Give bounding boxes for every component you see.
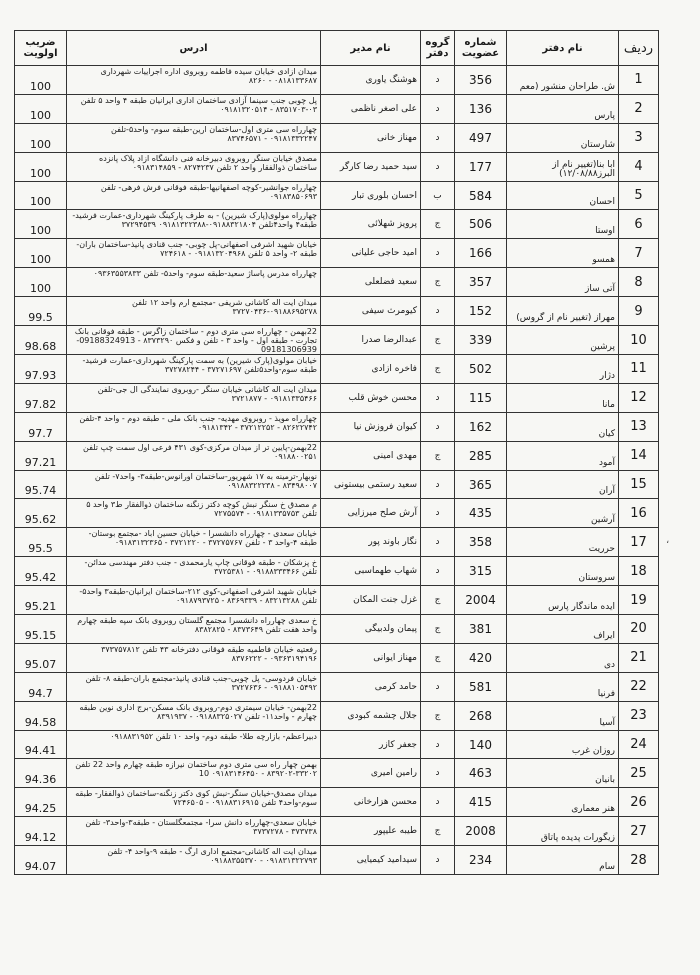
table-row [15,412,659,441]
office-name-cell: ایراف [507,615,619,644]
header-office-group: گروه دفتر [421,31,455,66]
office-name-cell: بانیان [507,759,619,788]
membership-number-cell: 357 [455,268,507,297]
priority-cell: 100 [15,94,67,123]
priority-cell: 100 [15,210,67,239]
office-name-cell: پرشین [507,326,619,355]
table-row [15,701,659,730]
priority-cell: 95.42 [15,557,67,586]
membership-number-cell: 2004 [455,586,507,615]
address-cell: خیابان سعدی - چهارراه دانشسرا - خیابان حسین اباد -مجتمع بوستان- طبقه ۴-واحد ۳ - تلفن ۳۷۲۷۵۷۶۷ - ۳۷۲۱۲۲۰ - ۰۹۱۸۳۱۳۲۳۶۵ [67,528,321,557]
address-cell: میدان ایت اله کاشانی خیابان سنگر -روبروی نمایندگی ال جی-تلفن ۰۹۱۸۱۳۳۵۴۶۶ - ۳۷۲۱۸۷۷ [67,383,321,412]
office-group-cell: د [421,152,455,181]
office-group-cell: د [421,470,455,499]
office-name-cell: آسیا [507,701,619,730]
manager-name-cell: مهدی امینی [321,441,421,470]
manager-name-cell: مهناز خانی [321,123,421,152]
priority-cell: 100 [15,123,67,152]
row-number-cell: 23 [619,701,659,730]
office-group-cell: ج [421,615,455,644]
manager-name-cell: سعید فضلعلی [321,268,421,297]
row-number-cell: 11 [619,355,659,384]
manager-name-cell: امید حاجی علیانی [321,239,421,268]
header-priority: ضریب اولویت [15,31,67,66]
office-group-cell: د [421,528,455,557]
address-cell: چهارراه مدرس پاساژ سعید-طبقه سوم- واحد۵- تلفن ۰۹۳۶۳۵۵۳۸۳۳ [67,268,321,297]
membership-number-cell: 584 [455,181,507,210]
office-group-cell: د [421,788,455,817]
priority-cell: 97.21 [15,441,67,470]
header-office-name: نام دفتر [507,31,619,66]
address-cell: م مصدق خ سنگر نبش کوچه دکتر زنگنه ساختمان ذوالفقار ط۳ واحد ۵ تلفن ۰۹۱۸۱۳۳۵۷۵۳ - ۷۲۷۵۵۷۴ [67,499,321,528]
manager-name-cell: شهاب طهماسبی [321,557,421,586]
table-row [15,557,659,586]
priority-cell: 95.74 [15,470,67,499]
membership-number-cell: 497 [455,123,507,152]
address-cell: دبیراعظم- بازارچه طلا- طبقه دوم- واحد ۱۰ تلفن ۰۹۱۸۸۳۱۹۵۲ [67,730,321,759]
priority-cell: 97.7 [15,412,67,441]
address-cell: میدان ایت اله کاشانی شریفی -مجتمع ارم واحد ۱۲ تلفن ۰۹۱۸۸۶۹۵۲۷۸-۳۷۲۷۰۴۳۶ [67,297,321,326]
office-group-cell: د [421,499,455,528]
table-row [15,788,659,817]
row-number-cell: 19 [619,586,659,615]
membership-number-cell: 285 [455,441,507,470]
office-name-cell: روزان غرب [507,730,619,759]
row-number-cell: 16 [619,499,659,528]
office-name-cell: کیان [507,412,619,441]
membership-number-cell: 365 [455,470,507,499]
manager-name-cell: عبدالرضا صدرا [321,326,421,355]
office-group-cell: د [421,123,455,152]
table-row [15,152,659,181]
manager-name-cell: فاخره ازادی [321,355,421,384]
row-number-cell: 6 [619,210,659,239]
header-membership-number: شماره عضویت [455,31,507,66]
address-cell: 22بهمن- خیابان سیمتری دوم-روبروی بانک مسکن-برج اداری نوین طبقه چهارم - واحد۱۱- تلفن ۰۹۱۸۸۳۲۵۰۲۷ - ۸۳۹۱۹۳۷ [67,701,321,730]
row-number-cell: 4 [619,152,659,181]
table-row [15,123,659,152]
office-group-cell: د [421,672,455,701]
membership-number-cell: 356 [455,66,507,95]
row-number-cell: 18 [619,557,659,586]
row-number-cell: 13 [619,412,659,441]
manager-name-cell: مهناز ایوانی [321,643,421,672]
priority-cell: 97.93 [15,355,67,384]
office-group-cell: د [421,759,455,788]
office-group-cell: ج [421,326,455,355]
row-number-cell: 5 [619,181,659,210]
priority-cell: 95.07 [15,643,67,672]
priority-cell: 94.41 [15,730,67,759]
manager-name-cell: محسن هزارخانی [321,788,421,817]
address-cell: نوبهار-ترمینه به ۱۷ شهریور-ساختمان اورانوس-طبقه۳- واحد۷- تلفن ۸۳۴۹۸۰۰۷ - ۰۹۱۸۸۳۲۲۲۳۸ [67,470,321,499]
membership-number-cell: 315 [455,557,507,586]
membership-number-cell: 435 [455,499,507,528]
office-group-cell: د [421,239,455,268]
table-row [15,499,659,528]
priority-cell: 97.82 [15,383,67,412]
membership-number-cell: 166 [455,239,507,268]
manager-name-cell: کیومرث سیفی [321,297,421,326]
priority-cell: 100 [15,268,67,297]
address-cell: خیابان شهید اشرفی اصفهانی-پل چوبی- جنب قنادی پانیذ-ساختمان باران- طبقه ۲- واحد ۵ تلفن ۰۹۱۸۱۳۲۰۴۹۶۸ - ۷۲۴۶۱۸ [67,239,321,268]
row-number-cell: 15 [619,470,659,499]
priority-cell: 94.07 [15,846,67,875]
header-address: ادرس [67,31,321,66]
address-cell: خیابان فردوسی- پل چوبی-جنب قنادی پانیذ-مجتمع باران-طبقه ۸- تلفن ۰۹۱۸۸۱۰۵۴۹۲ - ۳۷۲۷۶۳۶ [67,672,321,701]
address-cell: پل چوبی جنب سینما آزادی ساختمان اداری ایرانیان طبقه ۴ واحد ۵ تلفن ۰۳-۸۳۵۱۷۰۳ - ۰۹۱۸۱۳۲۰۵۱۴ [67,94,321,123]
office-group-cell: ج [421,210,455,239]
office-name-cell: آمود [507,441,619,470]
address-cell: میدان ایت اله کاشانی-مجتمع اداری ارگ - طبقه ۹-واحد ۴- تلفن ۰۹۱۸۳۱۳۲۲۷۹۳ - ۰۹۱۸۸۳۵۵۳۷۰ [67,846,321,875]
office-name-cell: آران [507,470,619,499]
manager-name-cell: سعید رستمی بیستونی [321,470,421,499]
office-name-cell: سروستان [507,557,619,586]
manager-name-cell: نگار باوند پور [321,528,421,557]
office-name-cell: احسان [507,181,619,210]
membership-number-cell: 162 [455,412,507,441]
office-group-cell: ج [421,355,455,384]
manager-name-cell: طیبه علیپور [321,817,421,846]
address-cell: چهارراه مولوی(پارک شیرین) - به طرف پارکینگ شهرداری-عمارت فرشید-طبقه۴ واحد۴تلفن ۰۹۱۸۸۳۲۱۸۰۴-۰۹۱۸۱۳۲۲۳۸۸ ۳۷۲۹۴۵۳۹ [67,210,321,239]
address-cell: رفعتیه خیابان فاطمیه طبقه فوقانی دفترخانه ۴۳ تلفن ۳۷۳۷۵۷۸۱۲ ۰۹۳۶۳۱۹۴۱۹۶ - ۸۳۷۶۲۲۲ [67,643,321,672]
table-row [15,239,659,268]
priority-cell: 95.21 [15,586,67,615]
manager-name-cell: هوشنگ یاوری [321,66,421,95]
manager-name-cell: حامد کرمی [321,672,421,701]
priority-cell: 100 [15,66,67,95]
office-group-cell: ج [421,586,455,615]
office-group-cell: ج [421,268,455,297]
priority-cell: 98.68 [15,326,67,355]
office-group-cell: ج [421,817,455,846]
row-number-cell: 27 [619,817,659,846]
row-number-cell: 7 [619,239,659,268]
table-row [15,441,659,470]
header-manager-name: نام مدیر [321,31,421,66]
row-number-cell: 26 [619,788,659,817]
address-cell: چهارراه سی متری اول-ساختمان ارین-طبقه سوم- واحد۵-تلفن ۰۹۱۸۱۳۳۲۲۴۷ - ۸۳۷۴۶۵۷۱ [67,123,321,152]
priority-cell: 94.58 [15,701,67,730]
table-row [15,672,659,701]
row-number-cell: 22 [619,672,659,701]
priority-cell: 100 [15,181,67,210]
office-name-cell: همسو [507,239,619,268]
manager-name-cell: پرویز شهلائی [321,210,421,239]
office-name-cell: اوستا [507,210,619,239]
table-row [15,730,659,759]
office-name-cell: شارستان [507,123,619,152]
address-cell: خ پزشکان - طبقه فوقانی چاپ یارمحمدی - جنب دفتر مهندسی مدائن- تلفن ۰۹۱۸۸۳۳۳۴۶۶ - ۳۷۲۵۳۸۱ [67,557,321,586]
table-row [15,759,659,788]
table-row [15,268,659,297]
manager-name-cell: علی اصغر ناظمی [321,94,421,123]
office-group-cell: د [421,412,455,441]
office-name-cell: ابا بنا(تغییر نام از البرز۱۲/۰۸/۸۸) [507,152,619,181]
office-group-cell: ج [421,643,455,672]
row-number-cell: 3 [619,123,659,152]
table-body [15,66,659,875]
membership-number-cell: 463 [455,759,507,788]
office-group-cell: د [421,66,455,95]
office-name-cell: فرنیا [507,672,619,701]
priority-cell: 95.62 [15,499,67,528]
office-group-cell: د [421,297,455,326]
office-name-cell: ش. طراحان منشور (معم [507,66,619,95]
manager-name-cell: پیمان ولدبیگی [321,615,421,644]
table-row [15,817,659,846]
office-name-cell: حرریت [507,528,619,557]
address-cell: خیابان مولوی(پارک شیرین) به سمت پارکینگ شهرداری-عمارت فرشید-طبقه سوم-واحد۵تلفن ۳۷۲۷۱۶۹۷ - ۳۷۲۷۸۲۴۴ [67,355,321,384]
office-name-cell: ایده ماندگار پارس [507,586,619,615]
table-row [15,383,659,412]
membership-number-cell: 581 [455,672,507,701]
address-cell: خیابان سعدی-چهارراه دانش سرا- مجتمعگلستان - طبقه۳-واحد۳- تلفن ۳۷۳۷۳۸ - ۳۷۳۷۲۷۸ [67,817,321,846]
priority-cell: 100 [15,239,67,268]
membership-number-cell: 381 [455,615,507,644]
address-cell: مصدق خیابان سنگر روبروی دبیرخانه فنی دانشگاه ازاد پلاک پانزده ساختمان ذوالفقار واحد ۲ تلفن ۸۲۷۴۲۳۷ - ۰۹۱۸۳۱۴۸۵۹ [67,152,321,181]
membership-number-cell: 502 [455,355,507,384]
priority-cell: 94.7 [15,672,67,701]
priority-cell: 99.5 [15,297,67,326]
membership-number-cell: 115 [455,383,507,412]
row-number-cell: 20 [619,615,659,644]
manager-name-cell: آرش صلح میرزایی [321,499,421,528]
priority-cell: 95.15 [15,615,67,644]
offices-table [14,30,659,875]
row-number-cell: 14 [619,441,659,470]
row-number-cell: 12 [619,383,659,412]
manager-name-cell: سیدامید کیمیایی [321,846,421,875]
office-name-cell: هنر معماری [507,788,619,817]
table-row [15,643,659,672]
office-name-cell: سام [507,846,619,875]
address-cell: 22بهمن-پایین تر از میدان مرکزی-کوی ۴۳۱ فرعی اول سمت چپ تلفن ۰۹۱۸۸۰۰۲۵۱ [67,441,321,470]
table-row [15,586,659,615]
row-number-cell: 10 [619,326,659,355]
table-row [15,297,659,326]
address-cell: میدان مصدق-خیابان سنگر-نبش کوی دکتر زنگنه-ساختمان ذوالفقار- طبقه سوم-واحد۴ تلفن ۰۹۱۸۸۳۱۶۹۱۵ - ۷۲۴۶۵۰۵ [67,788,321,817]
membership-number-cell: 268 [455,701,507,730]
table-header-row [15,31,659,66]
table-row [15,181,659,210]
table-row [15,528,659,557]
margin-mark: ، [666,535,670,546]
table-row [15,615,659,644]
office-name-cell: دژار [507,355,619,384]
office-group-cell: د [421,557,455,586]
manager-name-cell: سید حمید رضا کارگر [321,152,421,181]
priority-cell: 94.12 [15,817,67,846]
membership-number-cell: 358 [455,528,507,557]
manager-name-cell: کیوان فروزش نیا [321,412,421,441]
office-name-cell: مانا [507,383,619,412]
address-cell: 22بهمن - چهارراه سی متری دوم - ساختمان زاگرس - طبقه فوقانی بانک تجارت - طبقه اول - واحد ۳ - تلفن و فکس ۸۳۷۳۲۹۰ - 09188324913-09181306939 [67,326,321,355]
address-cell: میدان ازادی خیابان سیده فاطمه روبروی اداره اجراییات شهرداری ۰۸۱۸۱۳۳۶۸۷ - ۸۲۶۰ [67,66,321,95]
row-number-cell: 17 [619,528,659,557]
priority-cell: 95.5 [15,528,67,557]
membership-number-cell: 152 [455,297,507,326]
offices-table-wrapper [14,30,658,875]
row-number-cell: 25 [619,759,659,788]
manager-name-cell: احسان بلوری تبار [321,181,421,210]
office-name-cell: دی [507,643,619,672]
office-name-cell: پارس [507,94,619,123]
manager-name-cell: جلال چشمه کبودی [321,701,421,730]
address-cell: خیابان شهید اشرفی اصفهانی-کوی ۲۱۲-ساختمان ایرانیان-طبقه۳ واحد۵- تلفن ۸۳۲۱۳۲۸۸ - ۸۳۶۹۳۳۹ - ۰۹۱۸۷۹۳۷۲۵ [67,586,321,615]
row-number-cell: 9 [619,297,659,326]
office-group-cell: د [421,846,455,875]
office-name-cell: آرشین [507,499,619,528]
priority-cell: 100 [15,152,67,181]
office-name-cell: مهراز (تغییر نام از گروس) [507,297,619,326]
address-cell: چهارراه جوانشیر-کوچه اصفهانیها-طبقه فوقانی فرش فرهی- تلفن ۰۹۱۸۳۸۵۰۶۹۳ [67,181,321,210]
office-group-cell: د [421,94,455,123]
membership-number-cell: 177 [455,152,507,181]
table-row [15,66,659,95]
table-row [15,94,659,123]
membership-number-cell: 234 [455,846,507,875]
office-name-cell: آتی ساز [507,268,619,297]
address-cell: خ سعدی چهارراه دانشسرا مجتمع گلستان روبروی بانک سپه طبقه چهارم واحد هفت تلفن ۸۳۷۳۶۴۹ - ۸۳۸۲۸۲۵ [67,615,321,644]
membership-number-cell: 140 [455,730,507,759]
membership-number-cell: 2008 [455,817,507,846]
table-row [15,210,659,239]
row-number-cell: 1 [619,66,659,95]
membership-number-cell: 339 [455,326,507,355]
address-cell: چهارراه مویذ - روبروی مهدیه- جنب بانک ملی - طبقه دوم - واحد ۴-تلفن ۸۲۶۲۲۷۴۲ - ۳۷۲۱۲۲۵۲ - ۰۹۱۸۱۳۴۲ [67,412,321,441]
table-row [15,326,659,355]
header-row-number: ردیف [619,31,659,66]
office-group-cell: ج [421,701,455,730]
row-number-cell: 8 [619,268,659,297]
membership-number-cell: 136 [455,94,507,123]
manager-name-cell: غزل جنت المکان [321,586,421,615]
office-group-cell: ج [421,441,455,470]
row-number-cell: 24 [619,730,659,759]
membership-number-cell: 506 [455,210,507,239]
office-group-cell: د [421,730,455,759]
row-number-cell: 28 [619,846,659,875]
row-number-cell: 21 [619,643,659,672]
address-cell: بهمن چهار راه سی متری دوم ساختمان نیرازه طبقه چهارم واحد 22 تلفن ۳۳۲۰۲-۸۳۹۲۰۲ - ۰۹۱۸۳۱۴۶۴۵۰ 10 [67,759,321,788]
table-row [15,846,659,875]
office-group-cell: د [421,383,455,412]
office-group-cell: ب [421,181,455,210]
manager-name-cell: جعفر کازر [321,730,421,759]
table-row [15,470,659,499]
priority-cell: 94.36 [15,759,67,788]
membership-number-cell: 420 [455,643,507,672]
manager-name-cell: رامین امیری [321,759,421,788]
row-number-cell: 2 [619,94,659,123]
priority-cell: 94.25 [15,788,67,817]
office-name-cell: زیگورات پدیده پاتاق [507,817,619,846]
table-row [15,355,659,384]
membership-number-cell: 415 [455,788,507,817]
manager-name-cell: محسن خوش قلب [321,383,421,412]
